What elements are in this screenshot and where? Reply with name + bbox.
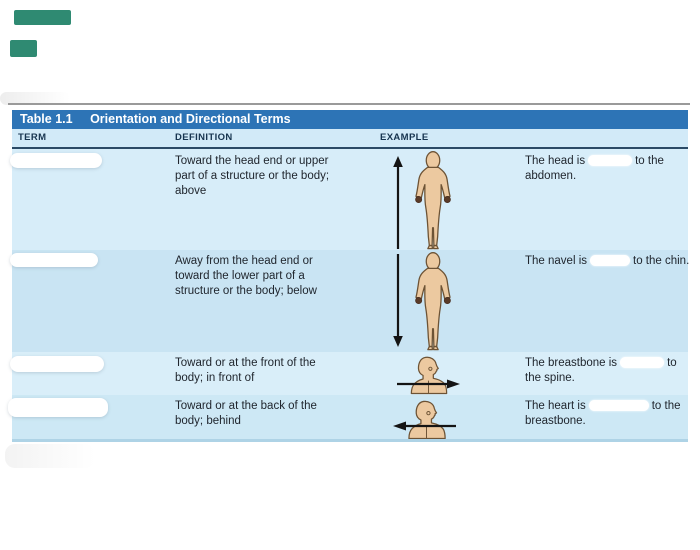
example-sentence [525, 154, 697, 184]
example-text-rest: to the chin. [633, 255, 690, 267]
term-answer-blank[interactable] [10, 253, 98, 267]
table-bottom-border [12, 439, 688, 442]
example-text-pre: The breastbone is [525, 357, 618, 369]
example-text-pre: The navel is [525, 255, 588, 267]
left-arrow-icon [393, 421, 457, 431]
head-profile-figure [404, 399, 448, 439]
full-body-front-figure [404, 151, 462, 250]
example-answer-blank[interactable] [620, 357, 664, 368]
table-number: Table 1.1 [20, 112, 73, 126]
definition-text: Away from the head end or toward the lower part of a structure or the body; below [175, 255, 317, 298]
table-row-superior [12, 149, 688, 250]
table-top-border [8, 103, 690, 105]
up-arrow-icon [392, 156, 404, 250]
right-arrow-icon [396, 379, 460, 389]
example-text-pre: The head is [525, 155, 586, 167]
definition-text: Toward or at the front of the body; in front of [175, 357, 316, 385]
term-answer-blank[interactable] [8, 398, 108, 417]
term-answer-blank[interactable] [10, 356, 104, 372]
example-sentence [525, 254, 697, 269]
column-header-term: TERM [18, 132, 47, 143]
term-answer-blank[interactable] [10, 153, 102, 168]
down-arrow-icon [392, 253, 404, 347]
column-header-row [12, 129, 688, 147]
table-row-inferior [12, 250, 688, 352]
example-text-pre: The heart is [525, 400, 586, 412]
example-answer-blank[interactable] [588, 155, 632, 166]
column-header-definition: DEFINITION [175, 132, 233, 143]
definition-text: Toward or at the back of the body; behind [175, 400, 317, 428]
example-sentence [525, 399, 697, 429]
table-title-bar [12, 110, 688, 129]
example-sentence [525, 356, 697, 386]
full-body-front-figure [404, 252, 462, 351]
example-answer-blank[interactable] [590, 255, 630, 266]
quiz-marker-chip[interactable] [10, 40, 37, 57]
table-row-anterior [12, 352, 688, 395]
table-row-posterior [12, 395, 688, 439]
erase-smudge [5, 444, 95, 468]
example-text-rest: to the spine. [525, 357, 677, 385]
column-header-example: EXAMPLE [380, 132, 429, 143]
example-text-rest: to the breastbone. [525, 400, 681, 428]
definition-text: Toward the head end or upper part of a structure or the body; above [175, 155, 330, 198]
quiz-marker-chip[interactable] [14, 10, 71, 25]
table-title: Orientation and Directional Terms [90, 112, 291, 126]
example-answer-blank[interactable] [589, 400, 649, 411]
example-text-rest: to the abdomen. [525, 155, 664, 183]
